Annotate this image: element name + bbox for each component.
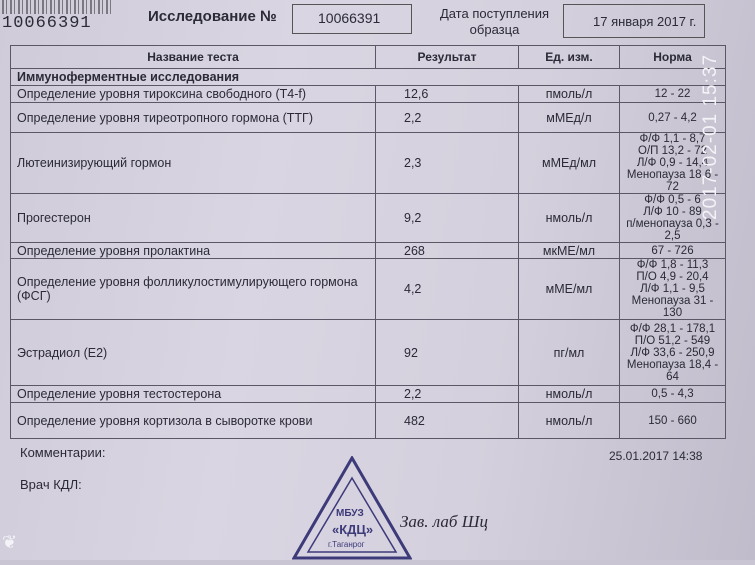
test-name: Определение уровня тестостерона	[11, 386, 376, 403]
stamp	[292, 456, 412, 560]
test-norm	[620, 320, 726, 386]
report-timestamp: 25.01.2017 14:38	[609, 449, 703, 463]
app-logo-icon: ❦	[2, 532, 18, 552]
norm-line: П/О 4,9 - 20,4	[636, 271, 709, 283]
barcode	[2, 0, 112, 14]
norm-line: Менопауза 18,6 - 72	[626, 169, 719, 193]
table-row	[11, 194, 726, 243]
col-header-norm: Норма	[620, 46, 726, 69]
test-result: 92	[376, 320, 519, 386]
stamp-name: «КДЦ»	[332, 522, 374, 537]
norm-line: Л/Ф 1,1 - 9,5	[640, 283, 705, 295]
table-row	[11, 243, 726, 259]
norm-line: 150 - 660	[648, 414, 697, 427]
table-row	[11, 259, 726, 320]
test-name: Эстрадиол (Е2)	[11, 320, 376, 386]
table-row	[11, 386, 726, 403]
norm-line: П/О 51,2 - 549	[634, 334, 711, 347]
test-unit: мМЕд/мл	[519, 133, 620, 194]
norm-line: 12 - 22	[654, 88, 691, 100]
col-header-result: Результат	[376, 46, 519, 69]
study-number: 10066391	[318, 10, 381, 26]
section-title: Иммуноферментные исследования	[11, 69, 726, 86]
norm-line: Л/Ф 0,9 - 14,4	[636, 157, 709, 169]
test-unit: пмоль/л	[519, 86, 620, 103]
stamp-org: МБУЗ	[336, 508, 364, 519]
test-unit: нмоль/л	[519, 386, 620, 403]
doctor-label: Врач КДЛ:	[20, 477, 82, 492]
test-unit: пг/мл	[519, 320, 620, 386]
norm-line: Л/Ф 10 - 89	[643, 206, 702, 218]
table-header-row	[11, 46, 726, 69]
table-row	[11, 133, 726, 194]
table-row	[11, 103, 726, 133]
test-result: 4,2	[376, 259, 519, 320]
signature: Зав. лаб Шц	[400, 512, 488, 531]
col-header-name: Название теста	[11, 46, 376, 69]
test-norm	[620, 259, 726, 320]
test-name: Лютеинизирующий гормон	[11, 133, 376, 194]
test-name: Определение уровня тироксина свободного (Т4-f)	[11, 86, 376, 103]
test-result: 482	[376, 403, 519, 439]
comments-label: Комментарии:	[20, 445, 106, 460]
test-name: Определение уровня пролактина	[11, 243, 376, 259]
test-result: 268	[376, 243, 519, 259]
photo-timestamp-watermark: 2017-02-01 15:37	[700, 53, 721, 220]
test-unit: нмоль/л	[519, 194, 620, 243]
results-table	[10, 45, 726, 439]
norm-line: Ф/Ф 1,8 - 11,3	[636, 259, 709, 271]
norm-line: п/менопауза 0,3 - 2,5	[626, 218, 719, 242]
stamp-city: г.Таганрог	[328, 540, 365, 549]
test-result: 9,2	[376, 194, 519, 243]
norm-line: 0,27 - 4,2	[648, 111, 697, 124]
test-name: Определение уровня тиреотропного гормона (ТТГ)	[11, 103, 376, 133]
date-label: Дата поступления образца	[439, 6, 550, 37]
norm-line: 67 - 726	[651, 244, 694, 257]
norm-line: Ф/Ф 1,1 - 8,7	[639, 133, 706, 145]
test-name: Определение уровня фолликулостимулирующего гормона (ФСГ)	[11, 259, 376, 320]
test-norm	[620, 386, 726, 403]
norm-line: 0,5 - 4,3	[651, 388, 694, 400]
test-unit: мкМЕ/мл	[519, 243, 620, 259]
study-label: Исследование №	[148, 8, 277, 25]
table-row	[11, 320, 726, 386]
test-result: 2,3	[376, 133, 519, 194]
test-name: Прогестерон	[11, 194, 376, 243]
col-header-unit: Ед. изм.	[519, 46, 620, 69]
test-norm	[620, 243, 726, 259]
test-result: 2,2	[376, 386, 519, 403]
norm-line: Менопауза 18,4 - 64	[626, 358, 719, 383]
test-norm	[620, 403, 726, 439]
test-unit: мМЕд/л	[519, 103, 620, 133]
section-row	[11, 69, 726, 86]
test-unit: нмоль/л	[519, 403, 620, 439]
table-row	[11, 403, 726, 439]
test-unit: мМЕ/мл	[519, 259, 620, 320]
norm-line: Ф/Ф 0,5 - 6	[644, 194, 701, 206]
date-value: 17 января 2017 г.	[593, 14, 697, 29]
test-result: 2,2	[376, 103, 519, 133]
test-name: Определение уровня кортизола в сыворотке крови	[11, 403, 376, 439]
norm-line: О/П 13,2 - 72	[638, 145, 707, 157]
norm-line: Менопауза 31 - 130	[631, 295, 714, 319]
test-result: 12,6	[376, 86, 519, 103]
norm-line: Л/Ф 33,6 - 250,9	[630, 346, 715, 359]
norm-line: Ф/Ф 28,1 - 178,1	[629, 322, 716, 335]
barcode-number: 10066391	[2, 14, 92, 33]
table-row	[11, 86, 726, 103]
